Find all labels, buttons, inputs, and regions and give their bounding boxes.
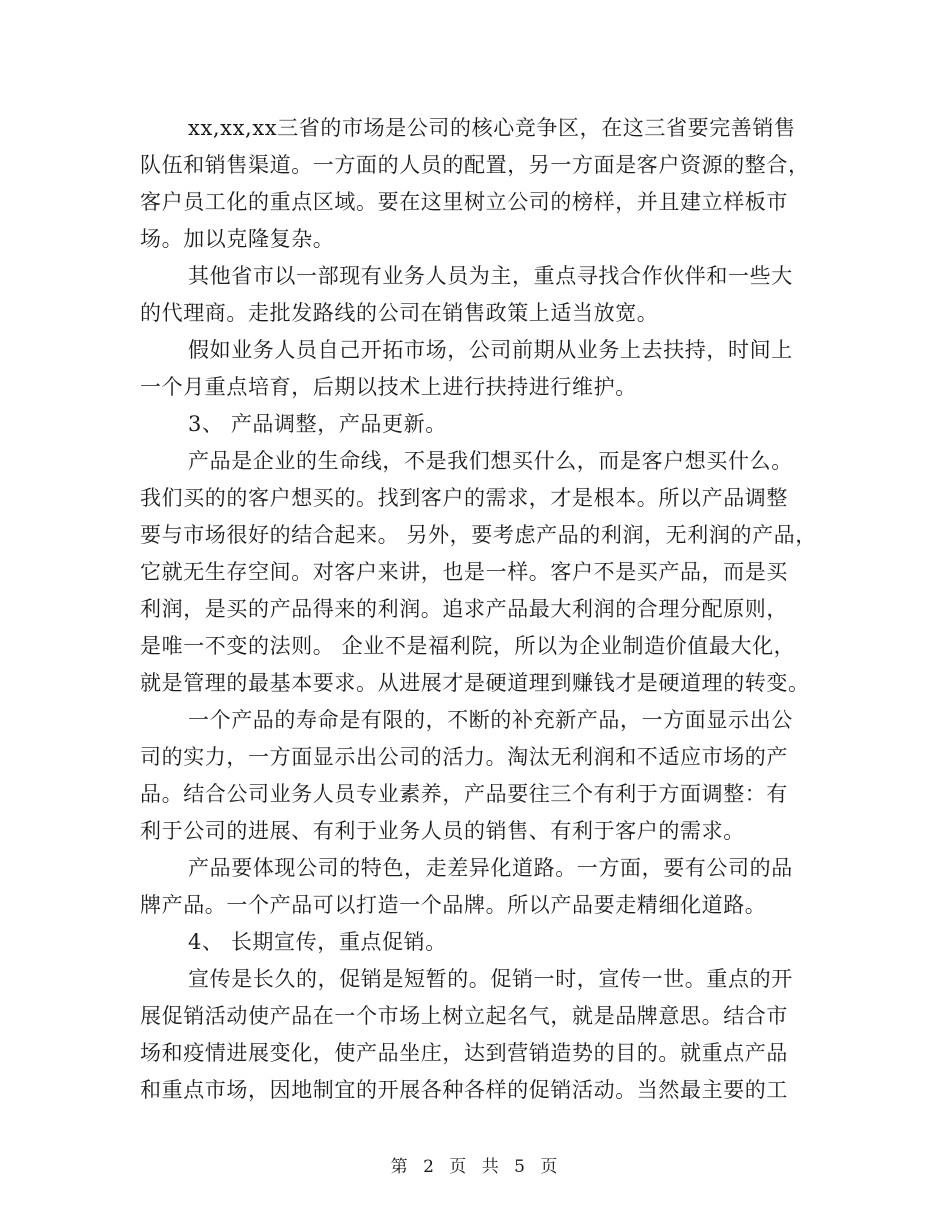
text-line: 一个产品的寿命是有限的，不断的补充新产品，一方面显示出公 bbox=[188, 708, 793, 732]
text-line: 场和疫情进展变化，使产品坐庄，达到营销造势的目的。就重点产品 bbox=[140, 1041, 788, 1065]
text-line: 司的实力，一方面显示出公司的活力。淘汰无利润和不适应市场的产 bbox=[140, 745, 788, 769]
page-footer: 第 2 页 共 5 页 bbox=[390, 1157, 560, 1177]
text-line: 牌产品。一个产品可以打造一个品牌。所以产品要走精细化道路。 bbox=[140, 893, 767, 917]
text-line: 一个月重点培育，后期以技术上进行扶持进行维护。 bbox=[140, 375, 637, 399]
text-line: 要与市场很好的结合起来。 另外，要考虑产品的利润，无利润的产品， bbox=[140, 523, 817, 547]
document-body bbox=[140, 110, 820, 1109]
text-line: 客户员工化的重点区域。要在这里树立公司的榜样，并且建立样板市 bbox=[140, 190, 788, 214]
text-line: 就是管理的最基本要求。从进展才是硬道理到赚钱才是硬道理的转变。 bbox=[140, 671, 810, 695]
text-line: 是唯一不变的法则。 企业不是福利院，所以为企业制造价值最大化， bbox=[140, 634, 796, 658]
text-line: 展促销活动使产品在一个市场上树立起名气，就是品牌意思。结合市 bbox=[140, 1004, 788, 1028]
text-line: 产品是企业的生命线，不是我们想买什么，而是客户想买什么。 bbox=[188, 449, 793, 473]
text-line: 和重点市场，因地制宜的开展各种各样的促销活动。当然最主要的工 bbox=[140, 1078, 788, 1102]
text-line: 利润，是买的产品得来的利润。追求产品最大利润的合理分配原则， bbox=[140, 597, 788, 621]
text-line: 假如业务人员自己开拓市场，公司前期从业务上去扶持，时间上 bbox=[188, 338, 793, 362]
text-line: 我们买的的客户想买的。找到客户的需求，才是根本。所以产品调整 bbox=[140, 486, 788, 510]
text-line: xx,xx,xx三省的市场是公司的核心竞争区，在这三省要完善销售 bbox=[188, 116, 796, 140]
text-line: 它就无生存空间。对客户来讲，也是一样。客户不是买产品，而是买 bbox=[140, 560, 788, 584]
text-line: 的代理商。走批发路线的公司在销售政策上适当放宽。 bbox=[140, 301, 659, 325]
text-line: 产品要体现公司的特色，走差异化道路。一方面，要有公司的品 bbox=[188, 856, 793, 880]
text-line: 宣传是长久的，促销是短暂的。促销一时，宣传一世。重点的开 bbox=[188, 967, 793, 991]
text-line: 4、 长期宣传，重点促销。 bbox=[188, 930, 447, 954]
text-line: 其他省市以一部现有业务人员为主，重点寻找合作伙伴和一些大 bbox=[188, 264, 793, 288]
text-line: 3、 产品调整，产品更新。 bbox=[188, 412, 447, 436]
text-line: 队伍和销售渠道。一方面的人员的配置，另一方面是客户资源的整合， bbox=[140, 153, 810, 177]
text-line: 品。结合公司业务人员专业素养，产品要往三个有利于方面调整：有 bbox=[140, 782, 788, 806]
text-line: 场。加以克隆复杂。 bbox=[140, 227, 335, 251]
text-line: 利于公司的进展、有利于业务人员的销售、有利于客户的需求。 bbox=[140, 819, 745, 843]
